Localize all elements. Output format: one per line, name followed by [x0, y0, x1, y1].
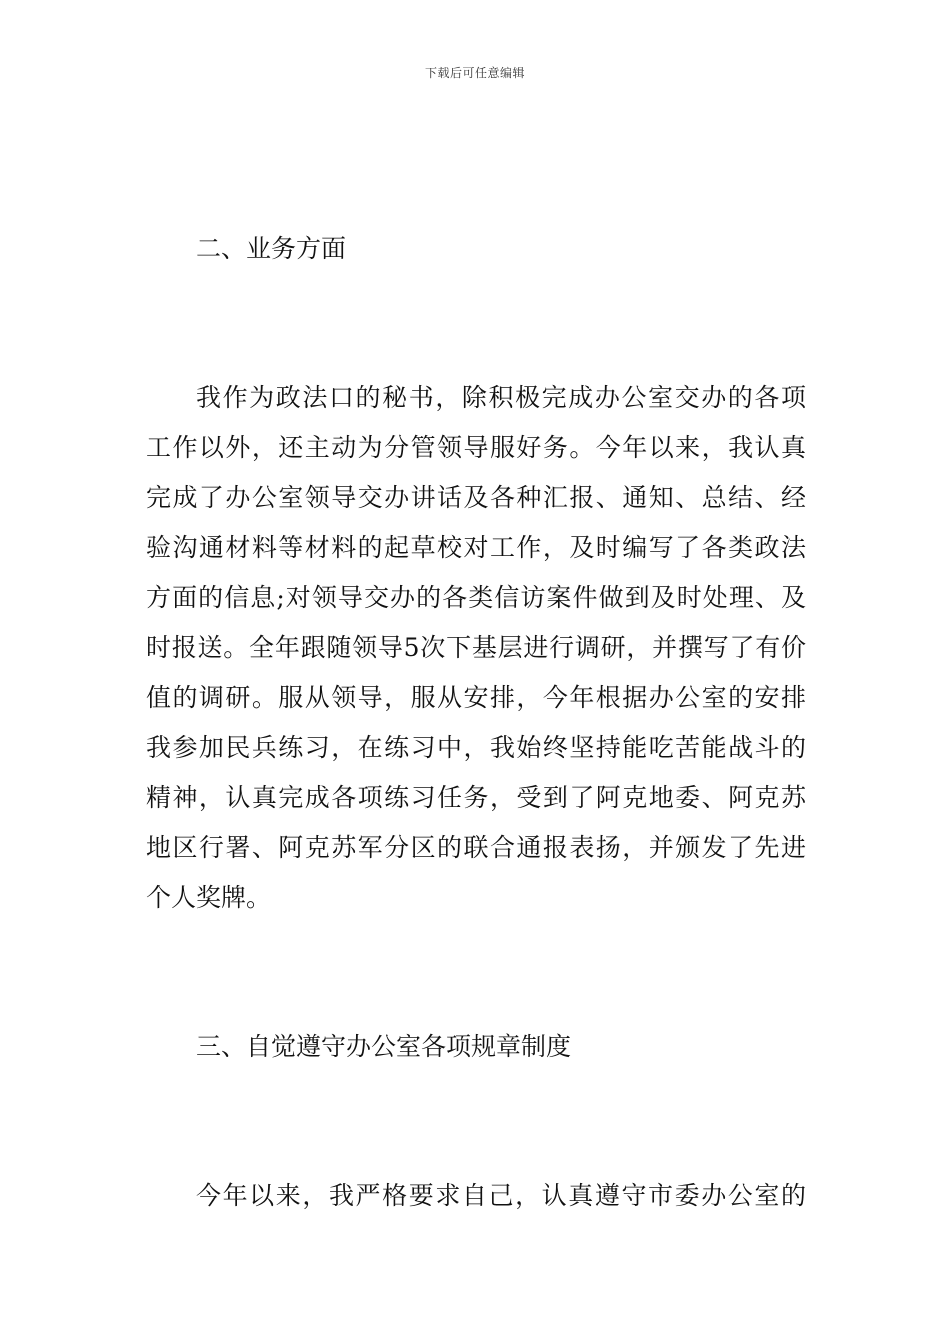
paragraph-line: 工作以外，还主动为分管领导服好务。今年以来，我认真 — [146, 433, 806, 462]
paragraph-line: 精神，认真完成各项练习任务，受到了阿克地委、阿克苏 — [146, 783, 806, 812]
paragraph-line: 方面的信息;对领导交办的各类信访案件做到及时处理、及 — [146, 583, 806, 612]
paragraph-line: 值的调研。服从领导，服从安排，今年根据办公室的安排 — [146, 683, 806, 712]
paragraph-line: 完成了办公室领导交办讲话及各种汇报、通知、总结、经 — [146, 483, 806, 512]
paragraph-line: 我作为政法口的秘书，除积极完成办公室交办的各项 — [196, 383, 806, 412]
section-heading-2: 二、业务方面 — [196, 234, 347, 263]
paragraph-line: 个人奖牌。 — [146, 883, 272, 912]
paragraph-line: 今年以来，我严格要求自己，认真遵守市委办公室的 — [196, 1181, 806, 1210]
section-heading-3: 三、自觉遵守办公室各项规章制度 — [196, 1032, 572, 1061]
paragraph-line: 我参加民兵练习，在练习中，我始终坚持能吃苦能战斗的 — [146, 733, 806, 762]
page-header: 下载后可任意编辑 — [424, 66, 525, 80]
paragraph-line: 时报送。全年跟随领导5次下基层进行调研，并撰写了有价 — [146, 633, 806, 662]
section-3-paragraph — [146, 1171, 806, 1221]
paragraph-line: 验沟通材料等材料的起草校对工作，及时编写了各类政法 — [146, 533, 806, 562]
section-2-paragraph — [146, 373, 806, 923]
paragraph-line: 地区行署、阿克苏军分区的联合通报表扬，并颁发了先进 — [146, 833, 806, 862]
